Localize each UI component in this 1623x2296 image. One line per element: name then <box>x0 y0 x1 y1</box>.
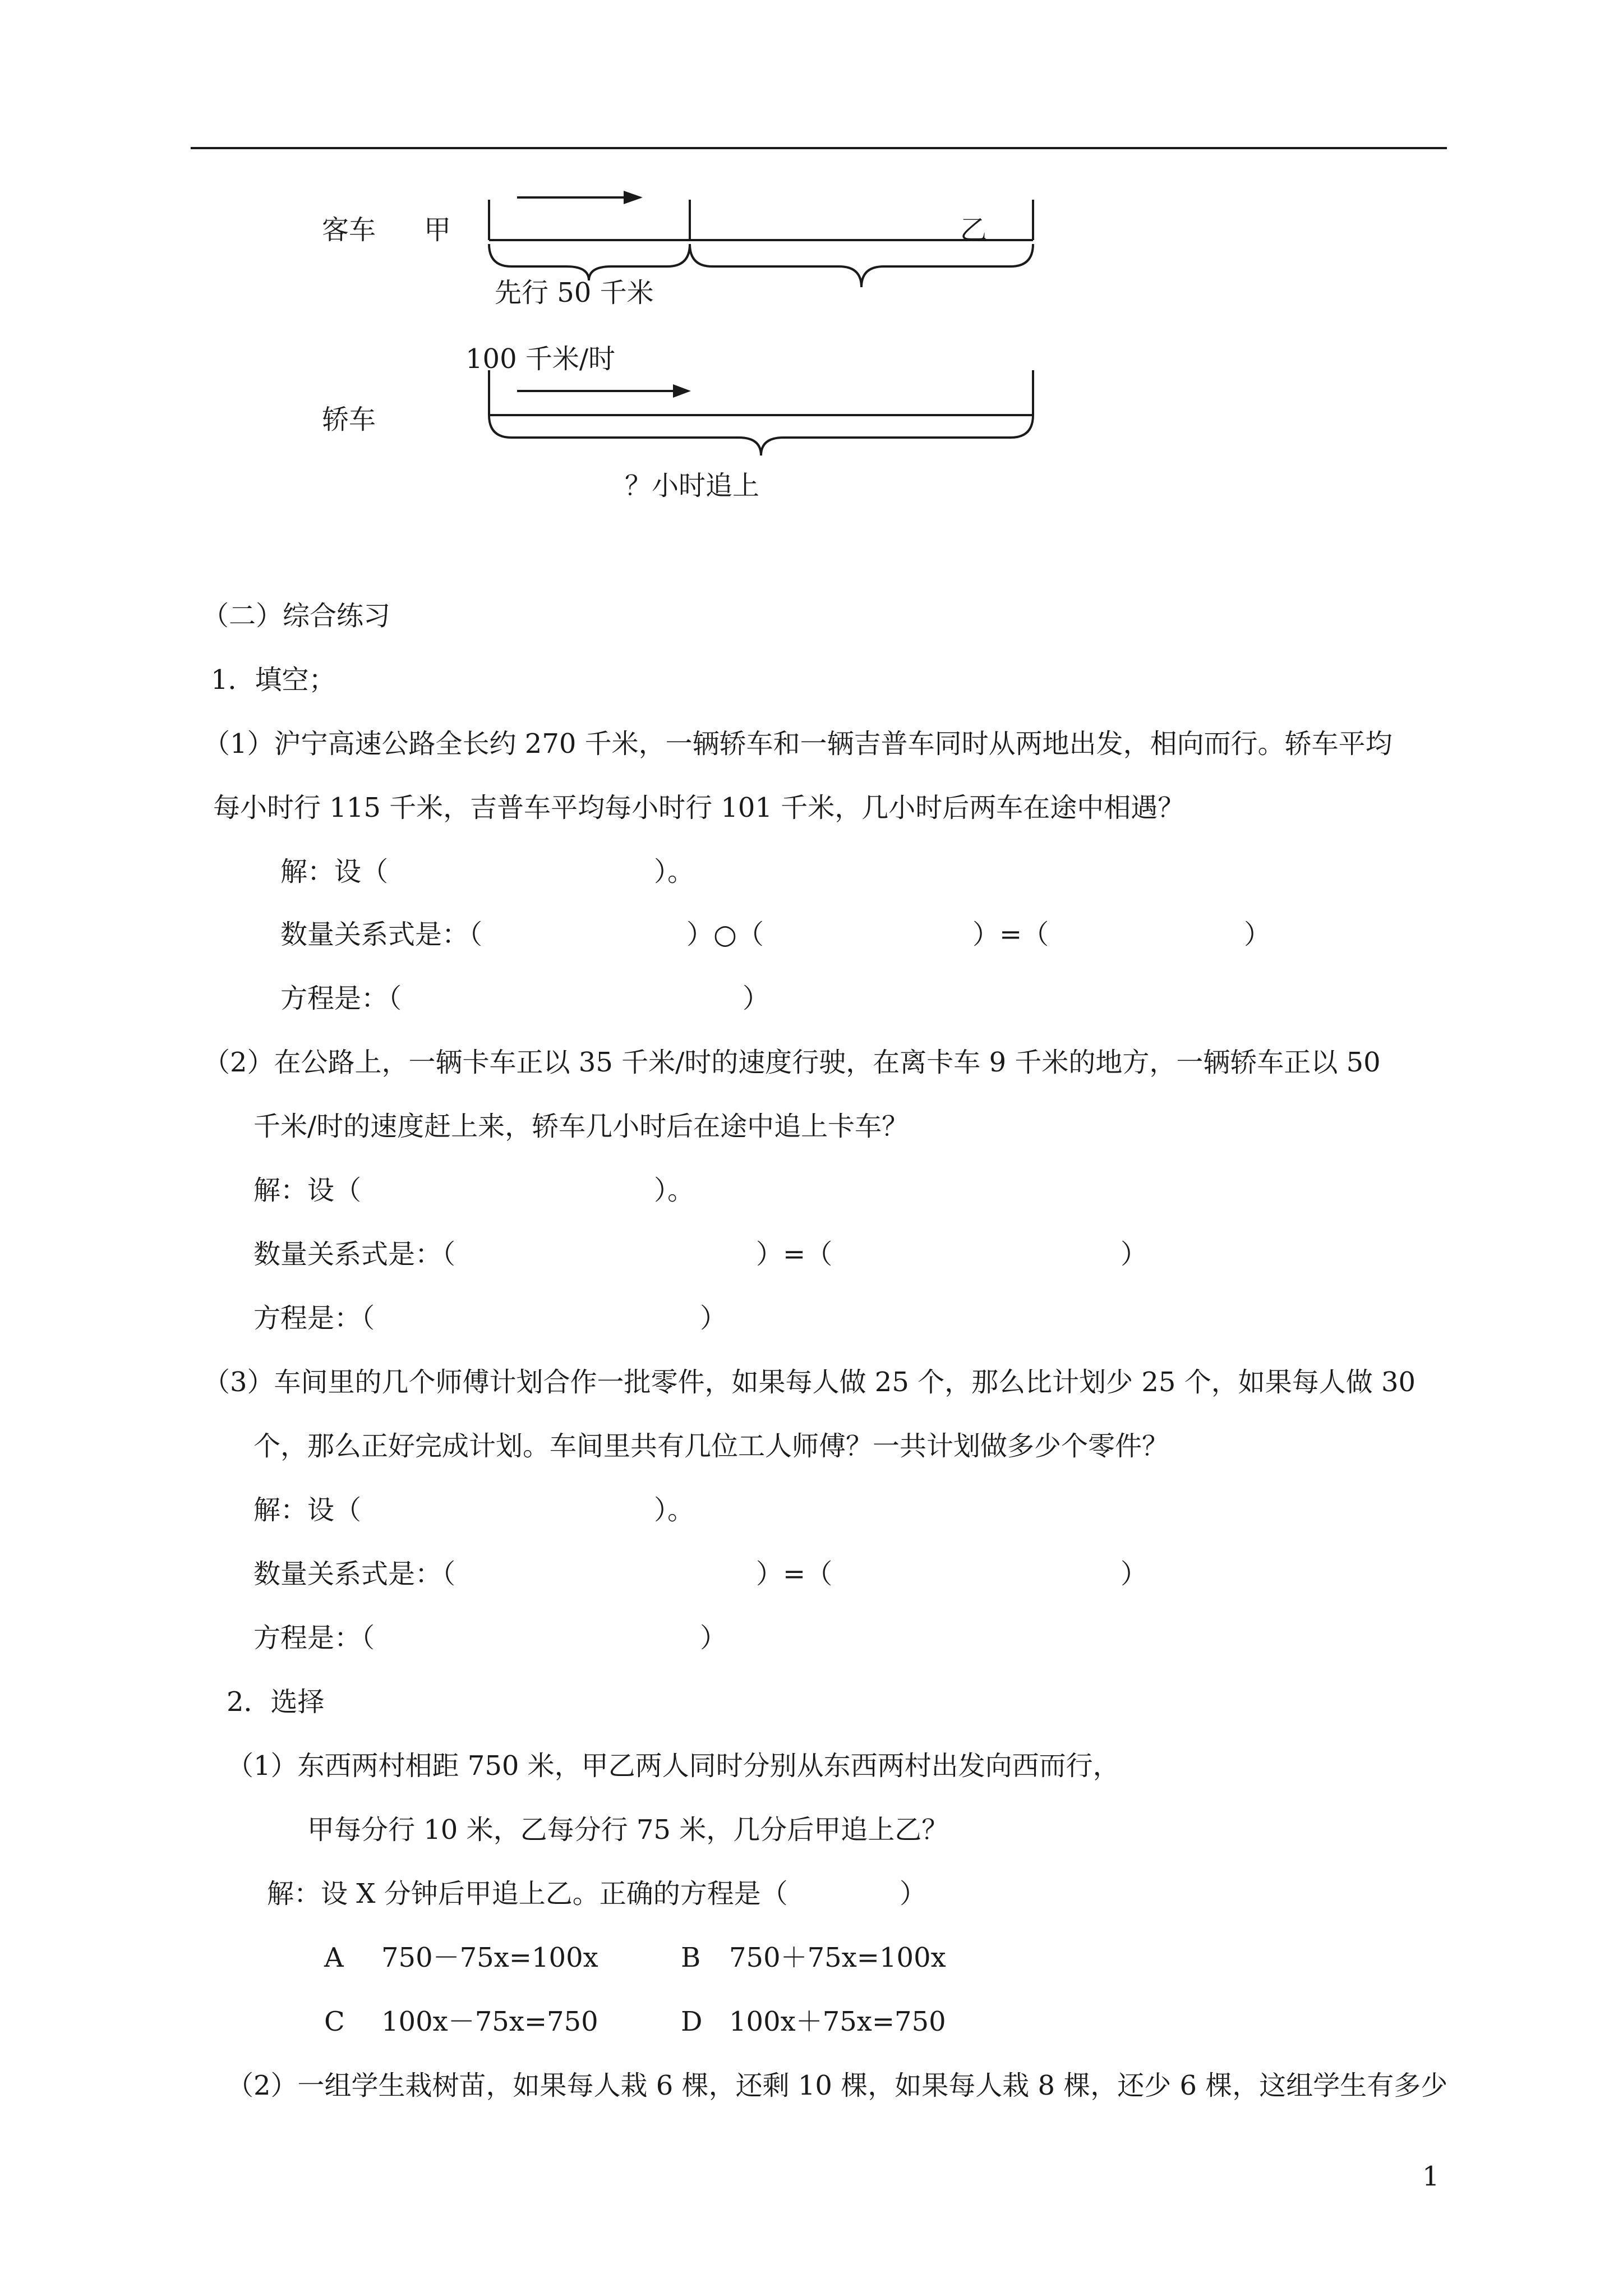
q1-title: 1．填空； <box>211 664 336 696</box>
q1-p2-jie-end: ）。 <box>654 1175 695 1206</box>
option-b: 750＋75x=100x <box>729 1942 946 1973</box>
option-a: 750－75x=100x <box>381 1942 598 1973</box>
q1-p3-eqn-end: ） <box>700 1622 727 1654</box>
q1-p3-rel: 数量关系式是：（ <box>253 1558 456 1590</box>
option-d: 100x＋75x=750 <box>729 2006 946 2037</box>
q1-p2-eqn: 方程是：（ <box>253 1303 375 1334</box>
q1-p3-jie-end: ）。 <box>654 1494 695 1526</box>
q1-p1-rel-eq: ）=（ <box>972 919 1049 950</box>
option-a-letter: A <box>324 1942 344 1973</box>
q1-p3-rel-end: ） <box>1121 1558 1148 1590</box>
section-title: （二）综合练习 <box>202 600 391 632</box>
q1-p3-rel-eq: ）=（ <box>756 1558 833 1590</box>
q1-p1-line1: （1）沪宁高速公路全长约 270 千米，一辆轿车和一辆吉普车同时从两地出发，相向而行。轿车平均 <box>203 728 1393 760</box>
q1-p2-line2: 千米/时的速度赶上来，轿车几小时后在途中追上卡车？ <box>253 1111 909 1142</box>
catch-up-label: ？小时追上 <box>625 470 760 501</box>
car-label: 轿车 <box>322 404 376 435</box>
q1-p2-rel-eq: ）=（ <box>756 1239 833 1270</box>
head-start-label: 先行 50 千米 <box>495 277 654 309</box>
q2-title: 2．选择 <box>227 1686 325 1718</box>
bus-arrow-head <box>624 191 643 204</box>
head-start-brace <box>489 244 690 280</box>
point-a-label: 甲 <box>424 214 451 246</box>
option-c: 100x－75x=750 <box>381 2006 598 2037</box>
q1-p2-eqn-end: ） <box>700 1303 727 1334</box>
q1-p1-eqn: 方程是：（ <box>280 983 402 1014</box>
q1-p1-rel: 数量关系式是：（ <box>280 919 483 950</box>
q1-p2-line1: （2）在公路上，一辆卡车正以 35 千米/时的速度行驶，在离卡车 9 千米的地方，一辆轿车正以 50 <box>203 1047 1381 1078</box>
q2-p1-line2: 甲每分行 10 米，乙每分行 75 米，几分后甲追上乙？ <box>307 1814 949 1846</box>
q2-p1-jie-end: ） <box>900 1878 927 1910</box>
q1-p1-line2: 每小时行 115 千米，吉普车平均每小时行 101 千米，几小时后两车在途中相遇？ <box>213 792 1185 823</box>
q1-p1-eqn-end: ） <box>743 983 770 1014</box>
point-b-label: 乙 <box>960 214 988 246</box>
option-c-letter: C <box>324 2006 345 2037</box>
option-d-letter: D <box>681 2006 703 2037</box>
car-speed-label: 100 千米/时 <box>465 343 616 375</box>
q1-p3-eqn: 方程是：（ <box>253 1622 375 1654</box>
q1-p3-line1: （3）车间里的几个师傅计划合作一批零件，如果每人做 25 个，那么比计划少 25 个，如果每人做 30 <box>203 1366 1416 1398</box>
q2-p1-line1: （1）东西两村相距 750 米，甲乙两人同时分别从东西两村出发向西而行， <box>227 1750 1120 1782</box>
car-arrow-head <box>673 384 691 398</box>
bus-label: 客车 <box>322 214 376 246</box>
q1-p2-rel-end: ） <box>1121 1239 1148 1270</box>
q1-p2-jie: 解：设（ <box>253 1175 362 1206</box>
q1-p3-jie: 解：设（ <box>253 1494 362 1526</box>
q1-p1-jie: 解：设（ <box>280 856 389 887</box>
q1-p3-line2: 个，那么正好完成计划。车间里共有几位工人师傅？一共计划做多少个零件？ <box>253 1430 1169 1462</box>
catch-up-brace <box>489 415 1033 455</box>
q1-p1-rel-end: ） <box>1244 919 1271 950</box>
q1-p1-rel-op: ）○（ <box>686 919 764 950</box>
q1-p2-rel: 数量关系式是：（ <box>253 1239 456 1270</box>
catch-up-diagram <box>0 0 1623 561</box>
page-number: 1 <box>1422 2161 1440 2192</box>
q2-p2-line1: （2）一组学生栽树苗，如果每人栽 6 棵，还剩 10 棵，如果每人栽 8 棵，还少 6 棵，这组学生有多少 <box>227 2070 1448 2101</box>
q2-p1-jie: 解：设 X 分钟后甲追上乙。正确的方程是（ <box>267 1878 788 1910</box>
remainder-brace <box>690 244 1033 287</box>
q1-p1-jie-end: ）。 <box>654 856 695 887</box>
option-b-letter: B <box>681 1942 701 1973</box>
